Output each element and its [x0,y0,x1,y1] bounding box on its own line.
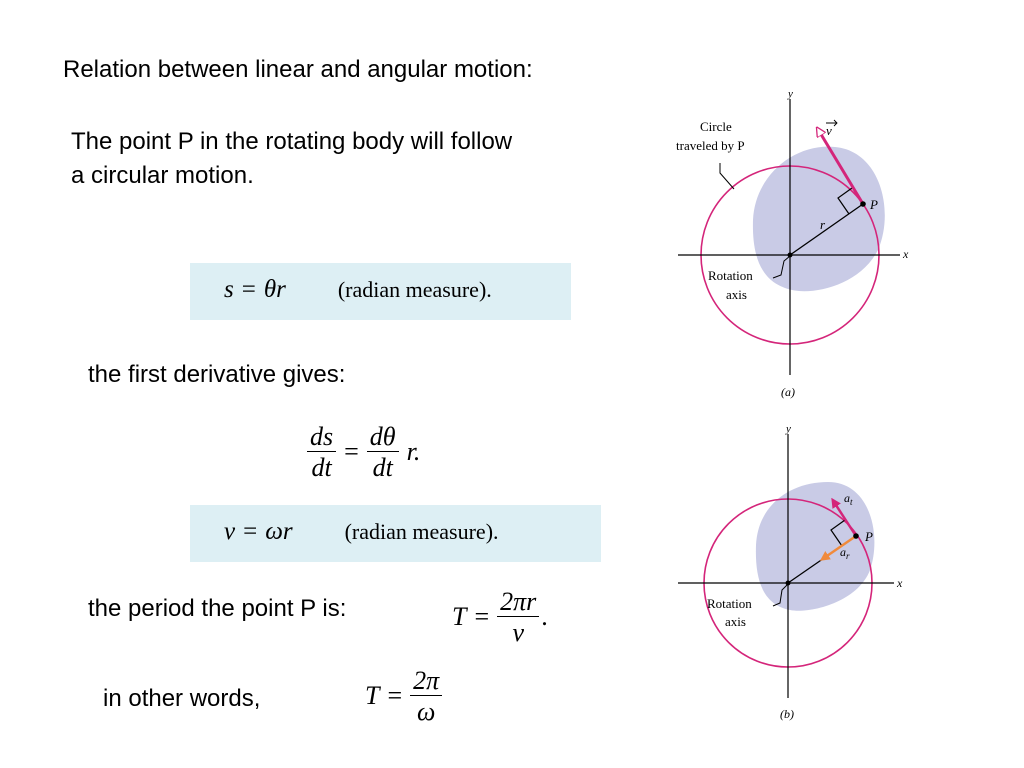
figure-a-origin [788,253,793,258]
eq4-frac [497,588,539,647]
intro-line-1: The point P in the rotating body will follow [71,128,513,155]
figure-a-r-label: r [820,217,826,232]
other-words-text: in other words, [103,685,261,712]
figure-b-origin [786,581,791,586]
eq2-equals: = [344,437,359,467]
figure-a-y-label: y [788,88,793,100]
slide-title: Relation between linear and angular motion: [63,56,533,83]
eq2-frac-1 [307,423,336,482]
eq4-den: v [512,618,524,648]
eq1-rhs: θr [263,276,286,303]
eq2-num-1: ds [307,423,336,452]
figure-a-circle-label-1: Circle [700,119,732,134]
eq4-lhs: T [452,602,467,632]
eq1-lhs: s [224,276,234,303]
figure-a-velocity-diagram [660,85,930,405]
equation-velocity [224,518,499,546]
figure-b-x-label: x [897,576,903,590]
eq5-num: 2π [410,667,442,696]
equation-period-omega [365,667,442,726]
figure-b-caption: (b) [780,707,794,721]
eq2-tail: r. [406,437,421,467]
figure-b-axis-label-2: axis [725,614,746,629]
equation-arc-length [224,276,492,304]
eq1-equals: = [241,276,256,303]
eq5-lhs: T [365,681,380,711]
eq5-equals: = [387,681,403,711]
figure-b-at-label: $a_t$ [844,491,853,507]
figure-a-x-label: x [903,247,909,261]
eq4-tail: . [541,602,548,632]
equation-arc-length-box [190,263,571,320]
figure-a-caption: (a) [781,385,795,399]
eq4-num: 2πr [497,588,539,617]
figure-a-v-label: v [826,123,832,138]
eq2-num-2: dθ [367,423,399,452]
intro-line-2: a circular motion. [71,162,254,189]
figure-b-p-label: P [865,529,873,544]
figure-b-point-p [853,533,859,539]
figure-a-circle-label-2: traveled by P [676,138,745,153]
eq3-note: (radian measure). [344,519,499,544]
figure-a-p-label: P [870,197,878,212]
figure-a-circle-leader [720,163,734,189]
eq5-den: ω [416,697,436,727]
figure-b-rigid-body [756,482,875,611]
figure-a-axis-label-1: Rotation [708,268,753,283]
eq1-note: (radian measure). [337,277,492,302]
eq3-rhs: ωr [265,518,293,545]
figure-a-axis-label-2: axis [726,287,747,302]
eq5-frac [410,667,442,726]
eq2-den-2: dt [372,453,393,483]
figure-b-y-label: y [786,423,791,435]
derivative-text: the first derivative gives: [88,361,346,388]
equation-velocity-box [190,505,601,562]
eq2-frac-2 [367,423,399,482]
figure-b-axis-label-1: Rotation [707,596,752,611]
figure-a-point-p [860,201,866,207]
figure-b-acceleration-diagram [660,420,930,730]
equation-derivative [307,423,420,482]
eq4-equals: = [474,602,490,632]
eq3-equals: = [243,518,258,545]
period-text: the period the point P is: [88,595,347,622]
figure-b-ar-label: $a_r$ [840,545,850,561]
equation-period [452,588,548,647]
eq2-den-1: dt [311,453,332,483]
eq3-lhs: v [224,518,236,545]
